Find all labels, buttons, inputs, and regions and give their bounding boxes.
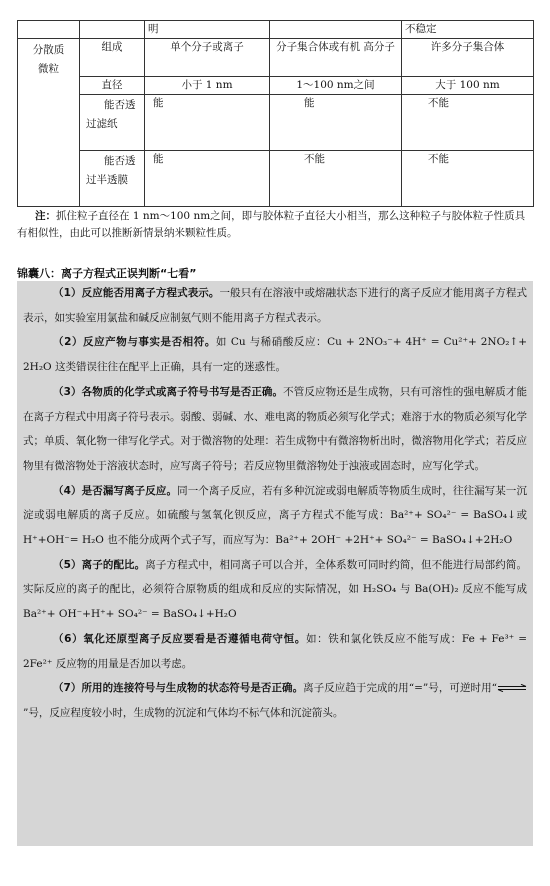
tip-text: 如 Cu 与稀硝酸反应：Cu + 2NO₃⁻+ 4H⁺ = Cu²⁺+ 2NO₂↑+ 2H₂O 这类错误往往在配平上正确，具有一定的迷惑性。	[23, 336, 527, 374]
table-cell	[270, 21, 402, 39]
tip-text: 离子方程式中，相同离子可以合并，全体系数可同时约简，但不能进行局部约简。实际反应的离子的配比，必须符合原物质的组成和反应的实际情况，如 H₂SO₄ 与 Ba(OH)₂ 反应不能写成 Ba²⁺+ OH⁻+H⁺+ SO₄²⁻ = BaSO₄↓+H₂O	[23, 558, 527, 621]
category-label: 分散质微粒	[32, 44, 65, 75]
note-label: 注：	[35, 210, 56, 222]
tip-item-5	[23, 553, 527, 627]
tip-text-before: 离子反应趋于完成的用“=”号，可逆时用“	[303, 682, 497, 695]
tip-item-1	[23, 281, 527, 330]
tip-lead: （4）是否漏写离子反应。	[53, 484, 178, 497]
note-text: 抓住粒子直径在 1 nm～100 nm之间，即与胶体粒子直径大小相当，那么这种粒子与胶体粒子性质具有相似性，由此可以推断新情景纳米颗粒性质。	[17, 210, 526, 239]
tip-item-3	[23, 380, 527, 479]
table-cell: 明	[145, 21, 270, 39]
table-cell	[18, 21, 80, 39]
table-cell	[80, 21, 145, 39]
tip-text: 如：铁和氯化铁反应不能写成：Fe + Fe³⁺ = 2Fe²⁺ 反应物的用量是否加以考虑。	[23, 632, 527, 670]
tip-item-2	[23, 330, 527, 379]
table-cell: 能	[145, 95, 270, 151]
table-cell: 能	[145, 151, 270, 207]
table-cell: 1～100 nm之间	[270, 77, 402, 95]
table-row	[18, 151, 534, 207]
tip-lead: （7）所用的连接符号与生成物的状态符号是否正确。	[53, 682, 304, 695]
tip-item-6	[23, 627, 527, 676]
table-cell: 小于 1 nm	[145, 77, 270, 95]
tip-item-4	[23, 479, 527, 553]
table-cell: 不能	[402, 95, 534, 151]
table-row	[18, 77, 534, 95]
row-label-text: 能否透过滤纸	[86, 99, 136, 130]
tip-lead: （6）氧化还原型离子反应要看是否遵循电荷守恒。	[53, 632, 306, 645]
category-cell	[18, 39, 80, 207]
table-cell: 能	[270, 95, 402, 151]
section-title: 锦囊八：离子方程式正误判断“七看”	[17, 267, 197, 280]
tip-lead: （5）离子的配比。	[53, 558, 146, 571]
header-composition: 组成	[80, 39, 145, 77]
dispersion-table	[17, 20, 534, 207]
header-col-b: 分子集合体或有机 高分子	[270, 39, 402, 77]
row-label	[80, 151, 145, 207]
tip-lead: （3）各物质的化学式或离子符号书写是否正确。	[53, 385, 284, 398]
tip-item-7	[23, 676, 527, 725]
reversible-arrow-icon	[497, 684, 527, 692]
tip-text: 一般只有在溶液中或熔融状态下进行的离子反应才能用离子方程式表示，如实验室用氯盐和碱反应制氨气则不能用离子方程式表示。	[23, 287, 527, 324]
table-cell: 大于 100 nm	[402, 77, 534, 95]
row-label-text: 能否透过半透膜	[86, 155, 136, 186]
tip-text-after: ”号，反应程度较小时，生成物的沉淀和气体均不标气体和沉淀箭头。	[23, 706, 344, 719]
tip-text: 同一个离子反应，若有多种沉淀或弱电解质等物质生成时，往往漏写某一沉淀或弱电解质的离子反应。如硫酸与氢氧化钡反应，离子方程式不能写成：Ba²⁺+ SO₄²⁻ = BaSO₄↓或 H⁺+OH⁻= H₂O 也不能分成两个式子写，而应写为：Ba²⁺+ 2OH⁻ +2H⁺+ SO₄²⁻ = BaSO₄↓+2H₂O	[23, 484, 528, 547]
table-row	[18, 95, 534, 151]
tip-text: 不管反应物还是生成物，只有可溶性的强电解质才能在离子方程式中用离子符号表示。弱酸、弱碱、水、难电离的物质必须写化学式；难溶于水的物质必须写化学式；单质、氧化物一律写化学式。对于微溶物的处理：若生成物中有微溶物析出时，微溶物用化学式；若反应物里有微溶物处于溶液状态时，应写离子符号；若反应物里微溶物处于浊液或固态时，应写化学式。	[23, 385, 527, 472]
table-cell: 不能	[402, 151, 534, 207]
table-cell: 不稳定	[402, 21, 534, 39]
row-label	[80, 95, 145, 151]
table-cell: 不能	[270, 151, 402, 207]
tip-lead: （1）反应能否用离子方程式表示。	[53, 287, 220, 299]
tip-lead: （2）反应产物与事实是否相符。	[53, 336, 216, 349]
header-col-c: 许多分子集合体	[402, 39, 534, 77]
table-note	[17, 208, 533, 242]
header-col-a: 单个分子或离子	[145, 39, 270, 77]
row-label: 直径	[80, 77, 145, 95]
table-row	[18, 39, 534, 77]
table-row	[18, 21, 534, 39]
tips-box	[17, 281, 533, 846]
